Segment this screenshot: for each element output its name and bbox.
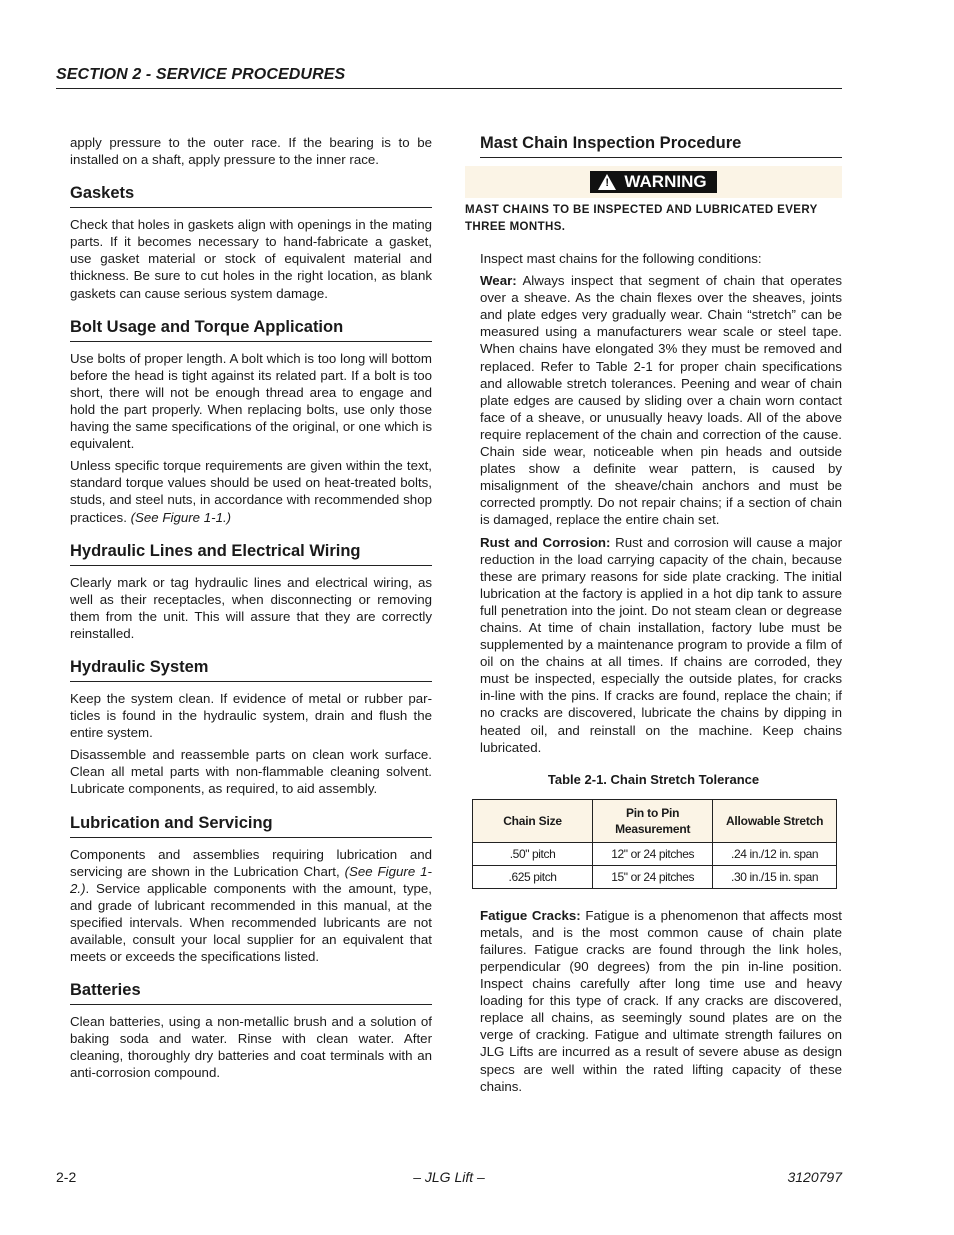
chain-stretch-table <box>472 799 837 889</box>
inspect-intro: Inspect mast chains for the following conditions: <box>480 251 762 266</box>
table-cell: .30 in./15 in. span <box>713 865 837 888</box>
table-cell: 15" or 24 pitches <box>593 865 713 888</box>
fatigue-paragraph <box>480 907 842 1095</box>
lubrication-paragraph <box>70 846 432 966</box>
warning-badge <box>590 171 716 193</box>
table-row <box>473 865 837 888</box>
hydraulic-lines-paragraph: Clearly mark or tag hydraulic lines and electrical wiring, as well as their receptacles, when disconnecting or removing them from the unit. This will assure that they are correctly reinstalled. <box>70 574 432 641</box>
table-header-row <box>473 799 837 842</box>
document-number: 3120797 <box>787 1169 842 1185</box>
header-pin-to-pin-line1: Pin to Pin <box>625 805 680 820</box>
table-cell: .625 pitch <box>473 865 593 888</box>
left-column <box>70 134 432 1087</box>
rust-text: Rust and corrosion will cause a major reduction in the load carrying capacity of the chain, because these are primary reasons for side plate cracking. The initial lubrication at the factory is applied in a hot dip tank to assure full penetration into the joint. Do not steam clean or degrease chains. At time of chain installation, factory lube must be supplemented by a maintenance program to provide a film of oil on the chains at all times. If chains are corroded, they must be inspected, especially the outside plates, for cracks in-line with the pins. If cracks are found, replace the chain; if no cracks are discovered, lubricate the chains by dipping in heated oil, and reinstall on the machine. Keep chains lubricated. <box>480 534 842 755</box>
gaskets-heading: Gaskets <box>70 184 432 208</box>
wear-text: Always inspect that segment of chain that operates over a sheave. As the chain flexes over the sheaves, joints and plate edges very gradually wear. Chain “stretch” can be measured using a manufacturers wear scale or steel tape. When chains have elongated 3% they must be removed and replaced. Refer to Table 2-1 for proper chain specifications and allowable stretch tolerances. Peening and wear of chain plate edges are caused by sliding over a chain worn contact face of a sheave, or unusually heavy loads. All of the above require replacement of the chain and correction of the cause. Chain side wear, noticeable when pin heads and outside plates show a definite wear pattern, is caused by misalignment of the sheave/chain anchors and must be corrected promptly. Do not repair chains; if a section of chain is damaged, replace the entire chain set. <box>480 273 842 528</box>
right-column <box>465 134 842 1100</box>
bolts-heading: Bolt Usage and Torque Application <box>70 318 432 342</box>
rust-paragraph <box>480 534 842 756</box>
fatigue-lead: Fatigue Cracks: <box>480 907 581 923</box>
table-cell: .50" pitch <box>473 842 593 865</box>
bolts-paragraph-1: Use bolts of proper length. A bolt which is too long will bottom before the head is tight against its related part. If a bolt is too short, there will not be enough thread area to engage and hold the part properly. When replacing bolts, use only those having the same specifications of the original, or one which is equivalent. <box>70 350 432 452</box>
warning-text: MAST CHAINS TO BE INSPECTED AND LUBRICATED EVERY THREE MONTHS. <box>465 204 818 233</box>
table-caption: Table 2-1. Chain Stretch Tolerance <box>547 771 760 787</box>
header-allowable-stretch: Allowable Stretch <box>713 799 837 842</box>
header-chain-size: Chain Size <box>473 799 593 842</box>
warning-label: WARNING <box>624 172 707 191</box>
lubrication-text-b: . Service applicable components with the amount, type, and grade of lubricant recommended in this manual, at the specified intervals. When recommended lubricants are not available, consult your local supplier for an equivalent that meets or exceeds the specifications listed. <box>70 880 432 965</box>
mast-chain-heading: Mast Chain Inspection Procedure <box>480 134 842 158</box>
section-title: SECTION 2 - SERVICE PROCEDURES <box>56 66 346 83</box>
hydraulic-lines-heading: Hydraulic Lines and Electrical Wiring <box>70 542 432 566</box>
rust-lead: Rust and Corrosion: <box>480 534 611 550</box>
wear-lead: Wear: <box>480 273 517 289</box>
hydraulic-system-paragraph-1: Keep the system clean. If evidence of metal or rubber particles is found in the hydraulic system, drain and flush the entire system. <box>70 690 432 741</box>
bolts-paragraph-2 <box>70 457 432 525</box>
hydraulic-system-heading: Hydraulic System <box>70 658 432 682</box>
bolts-paragraph-2-text: Unless specific torque requirements are given within the text, standard torque values should be used on heat-treated bolts, studs, and steel nuts, in accordance with recommended shop practices. <box>70 458 432 525</box>
footer-brand: – JLG Lift – <box>413 1169 485 1185</box>
fatigue-text: Fatigue is a phenomenon that affects most metals, and is the most common cause of chain plate failures. Fatigue cracks are found through the link holes, perpendicular (90 degrees) from the pin in-line position. Inspect chains carefully after long time use and heavy loading for this type of crack. If any cracks are discovered, replace all chains, as seemingly sound plates are on the verge of cracking. Fatigue and ultimate strength failures on JLG Lifts are incurred as a result of severe abuse as design specs are well within the rated lifting capacity of these chains. <box>480 907 843 1094</box>
hydraulic-system-paragraph-2: Disassemble and reassemble parts on clean work surface. Clean all metal parts with non-flammable cleaning solvent. Lubricate components, as required, to aid assembly. <box>70 747 432 797</box>
batteries-heading: Batteries <box>70 981 432 1005</box>
lubrication-text-a: Components and assemblies requiring lubrication and servicing are shown in the Lubrication Chart, <box>70 846 432 879</box>
lubrication-heading: Lubrication and Servicing <box>70 814 432 838</box>
header-pin-to-pin <box>593 799 713 842</box>
warning-triangle-icon: ! <box>598 174 616 190</box>
batteries-paragraph: Clean batteries, using a non-metallic brush and a solution of baking soda and water. Rinse with clean water. After cleaning, thoroughly dry batteries and coat terminals with an anti-corrosion compound. <box>70 1014 432 1081</box>
wear-paragraph <box>480 272 842 528</box>
table-row <box>473 842 837 865</box>
header-pin-to-pin-line2: Measurement <box>615 821 691 836</box>
intro-paragraph: apply pressure to the outer race. If the bearing is to be installed on a shaft, apply pressure to the inner race. <box>70 135 432 168</box>
section-header <box>56 66 842 89</box>
gaskets-paragraph: Check that holes in gaskets align with openings in the mating parts. If it becomes necessary to hand-fabricate a gasket, use gasket material or stock of equivalent material and thickness. Be sure to cut holes in the right location, as blank gaskets can cause serious system damage. <box>70 217 432 301</box>
table-cell: .24 in./12 in. span <box>713 842 837 865</box>
warning-banner <box>465 166 842 198</box>
table-cell: 12" or 24 pitches <box>593 842 713 865</box>
figure-1-2-reference: (See Figure 1-2.) <box>70 863 432 896</box>
page-number: 2-2 <box>56 1169 77 1185</box>
figure-1-1-reference: (See Figure 1-1.) <box>130 509 232 525</box>
